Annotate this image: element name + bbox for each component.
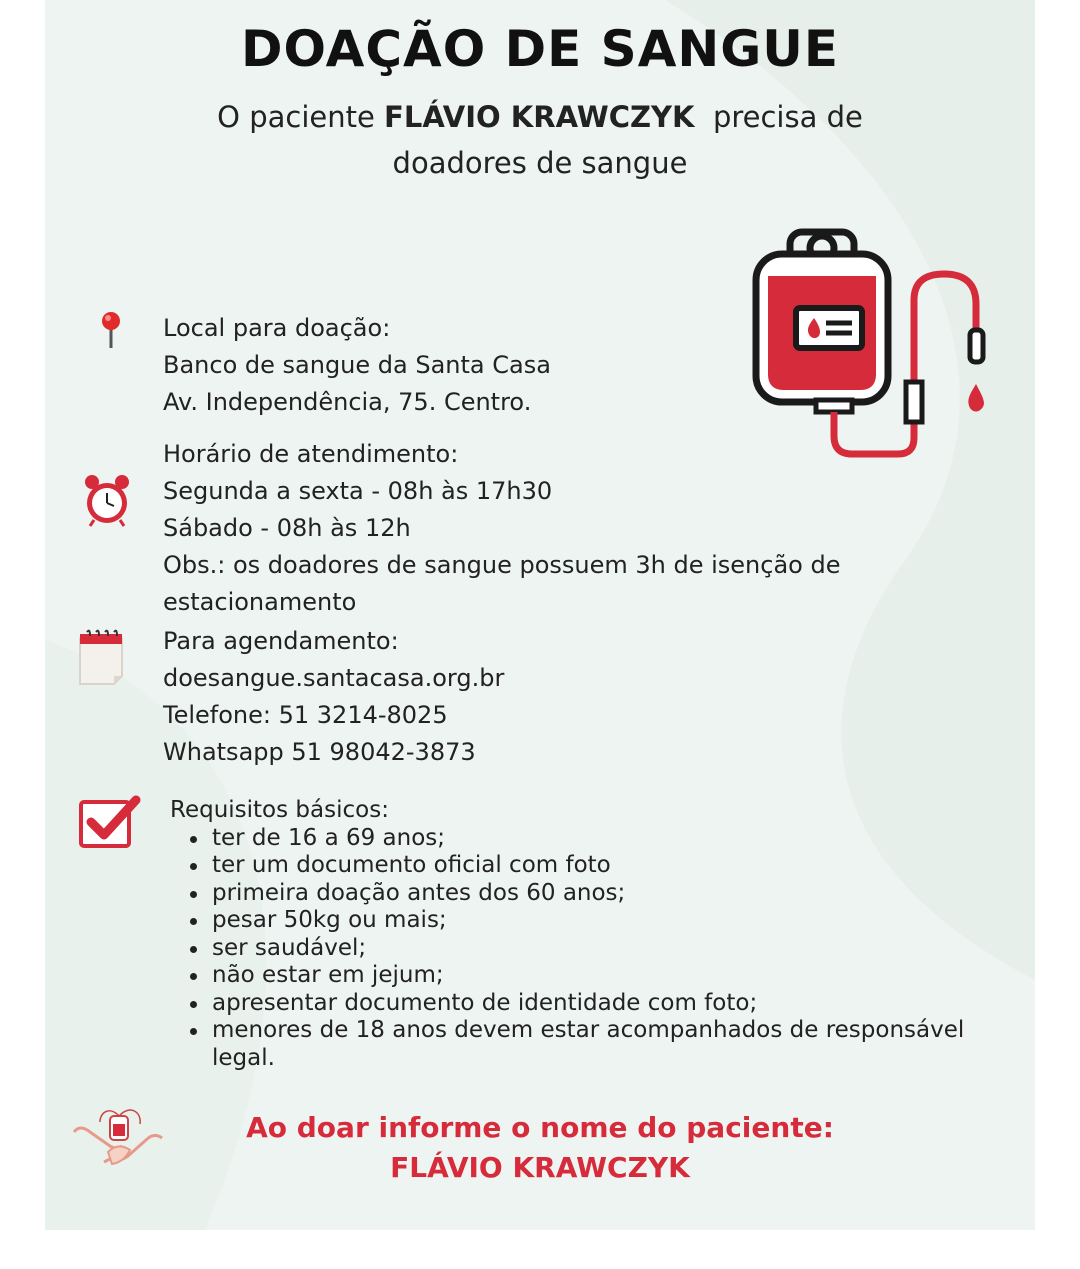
list-item: ser saudável; <box>212 935 972 963</box>
scheduling-whatsapp[interactable]: Whatsapp 51 98042-3873 <box>163 738 476 766</box>
requirements-list <box>170 825 972 1073</box>
list-item: pesar 50kg ou mais; <box>212 907 972 935</box>
checkbox-icon <box>78 794 142 850</box>
hours-weekdays: Segunda a sexta - 08h às 17h30 <box>163 477 553 505</box>
scheduling-phone[interactable]: Telefone: 51 3214-8025 <box>163 701 448 729</box>
requirements-heading: Requisitos básicos: <box>170 797 389 823</box>
location-name: Banco de sangue da Santa Casa <box>163 351 551 379</box>
cta-line1: Ao doar informe o nome do paciente: <box>246 1111 834 1144</box>
list-item: apresentar documento de identidade com foto; <box>212 990 972 1018</box>
map-pin-icon <box>96 310 126 350</box>
subtitle-line2: doadores de sangue <box>392 146 688 180</box>
list-item: menores de 18 anos devem estar acompanhados de responsável legal. <box>212 1017 972 1072</box>
list-item: primeira doação antes dos 60 anos; <box>212 880 972 908</box>
list-item: ter um documento oficial com foto <box>212 852 972 880</box>
list-item: não estar em jejum; <box>212 962 972 990</box>
hours-note: Obs.: os doadores de sangue possuem 3h de isenção de <box>163 551 841 579</box>
hours-label: Horário de atendimento: <box>163 440 459 468</box>
list-item: ter de 16 a 69 anos; <box>212 825 972 853</box>
subtitle-suffix: precisa de <box>694 100 863 134</box>
blood-bag-icon <box>748 224 998 464</box>
requirements-block <box>170 797 972 1072</box>
calendar-icon <box>76 626 126 686</box>
subtitle <box>0 94 1080 186</box>
scheduling-website[interactable]: doesangue.santacasa.org.br <box>163 664 505 692</box>
location-address: Av. Independência, 75. Centro. <box>163 388 532 416</box>
page-title: DOAÇÃO DE SANGUE <box>240 20 840 78</box>
call-to-action <box>0 1108 1080 1188</box>
cta-patient-name: FLÁVIO KRAWCZYK <box>390 1151 690 1184</box>
hours-note-cont: estacionamento <box>163 588 357 616</box>
hours-saturday: Sábado - 08h às 12h <box>163 514 411 542</box>
location-block <box>163 310 551 421</box>
alarm-clock-icon <box>82 472 132 528</box>
scheduling-block <box>163 623 504 771</box>
location-label: Local para doação: <box>163 314 391 342</box>
scheduling-label: Para agendamento: <box>163 627 399 655</box>
patient-name: FLÁVIO KRAWCZYK <box>384 100 695 134</box>
subtitle-prefix: O paciente <box>217 100 385 134</box>
hours-block <box>163 436 840 621</box>
